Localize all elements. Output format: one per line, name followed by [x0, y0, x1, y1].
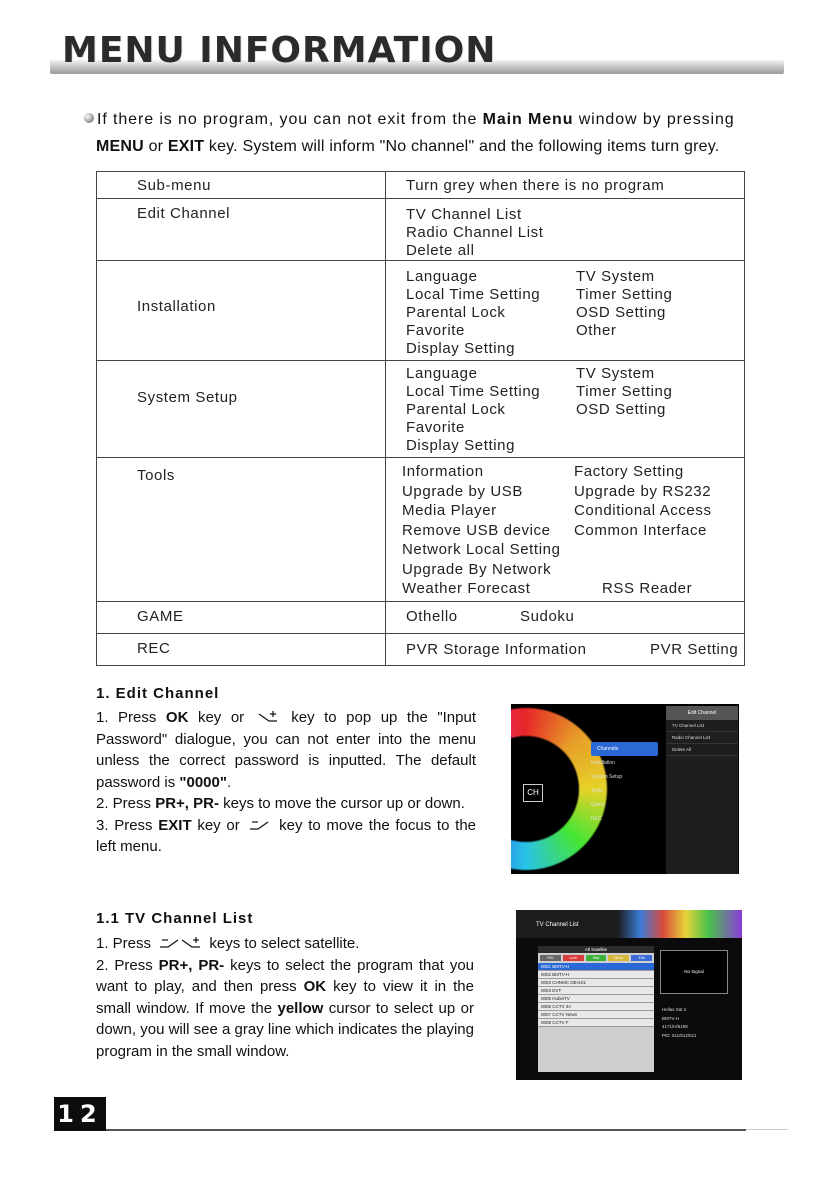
channel-list-panel [538, 946, 654, 1072]
tv-channel-list-screenshot [516, 910, 742, 1080]
table-row [97, 199, 745, 261]
panel-item: Radio Channel List [666, 732, 738, 744]
skip-button: Skip [586, 955, 607, 961]
table-cell-submenu: Edit Channel [97, 199, 386, 261]
page-number: 12 [54, 1097, 106, 1131]
list-item: 0008 CCTV F [538, 1019, 654, 1027]
section1-step-1: 1. Press OK key or key to pop up the "Input Password" dialogue, you can not enter into the menu unless the correct password is inputted. The default password is "0000". [96, 709, 477, 791]
table-cell-items: TV Channel List Radio Channel List Delete all [386, 199, 745, 261]
intro-line-1: If there is no program, you can not exit from the Main Menu window by pressing [96, 106, 756, 133]
list-item: 0007 CCTV News [538, 1011, 654, 1019]
right-key-icon [257, 711, 279, 723]
table-cell-items: Language TV System Local Time Setting Timer Setting Parental Lock OSD Setting Favorite Other Display Setting [386, 261, 745, 361]
section-title-edit-channel: 1. Edit Channel [96, 685, 220, 702]
section2-text [96, 933, 474, 1062]
section1-text [96, 707, 476, 858]
list-item: 0004 DVT [538, 987, 654, 995]
grey-items-table [96, 171, 745, 666]
channel-info: Hellas Sat 2 BMTV-H 4171/H/6198 PID: 511/512/511 [662, 1007, 697, 1038]
left-key-icon [248, 819, 270, 831]
page-title: MENU INFORMATION [62, 30, 497, 71]
menu-item: Installation [591, 760, 615, 766]
table-cell-submenu: GAME [97, 602, 386, 634]
list-item: 0006 CCTV 4A [538, 1003, 654, 1011]
table-cell-items: PVR Storage Information PVR Setting [386, 634, 745, 666]
lock-button: Lock [563, 955, 584, 961]
section1-step-3: 3. Press EXIT key or key to move the focus to the left menu. [96, 816, 476, 855]
bullet-icon [84, 113, 94, 123]
menu-item: Game [591, 802, 605, 808]
edit-channel-screenshot [511, 704, 739, 874]
footer-rule [106, 1129, 746, 1131]
list-item: 0002 BMTV-H [538, 971, 654, 979]
table-row [97, 602, 745, 634]
edit-button: Edit [631, 955, 652, 961]
table-cell-items: Information Factory Setting Upgrade by USB Upgrade by RS232 Media Player Conditional Access Remove USB device Common Interface Network Local Setting Upgrade By Network Weather Forecast RSS Reader [386, 458, 745, 602]
footer-rule-end [746, 1129, 788, 1130]
table-row [97, 458, 745, 602]
preview-window: No Signal [660, 950, 728, 994]
table-row [97, 361, 745, 458]
panel-item: TV Channel List [666, 720, 738, 732]
table-cell-submenu: Tools [97, 458, 386, 602]
menu-item: System Setup [591, 774, 623, 780]
list-item: 0003 CHNMC 03H101 [538, 979, 654, 987]
menu-item-channels: Channels [591, 742, 658, 756]
section2-step-2: 2. Press PR+, PR- keys to select the program that you want to play, and then press OK key to view it in the small window. If move the yellow cursor to select up or down, you will see a gray line which indicates the playing program in the small window. [96, 956, 475, 1060]
fav-button: FAV [540, 955, 561, 961]
table-cell-items: Language TV System Local Time Setting Timer Setting Parental Lock OSD Setting Favorite Display Setting [386, 361, 745, 458]
screenshot-main-menu [591, 742, 658, 826]
screenshot-title: TV Channel List [536, 922, 579, 928]
channel-icon: CH [523, 784, 543, 802]
list-item: 0001 BMTV-H [538, 963, 654, 971]
function-buttons [538, 953, 654, 963]
section2-step-1: 1. Press keys to select satellite. [96, 935, 360, 952]
edit-channel-panel [666, 706, 738, 874]
table-cell-submenu: System Setup [97, 361, 386, 458]
panel-title: Edit Channel [666, 706, 738, 720]
menu-item: REC [591, 816, 602, 822]
table-row [97, 261, 745, 361]
panel-item: Delete All [666, 744, 738, 756]
section-title-tv-channel-list: 1.1 TV Channel List [96, 910, 254, 927]
table-header-row [97, 172, 745, 199]
channel-list [538, 963, 654, 1027]
table-cell-items: Othello Sudoku [386, 602, 745, 634]
list-item: 0005 HubeiTV [538, 995, 654, 1003]
section1-step-2: 2. Press PR+, PR- keys to move the cursor up or down. [96, 795, 465, 812]
table-cell-submenu: REC [97, 634, 386, 666]
left-right-keys-icon [158, 937, 202, 949]
intro-paragraph [96, 106, 756, 160]
satellite-selector: All Satellite [538, 946, 654, 953]
table-cell-submenu: Installation [97, 261, 386, 361]
table-header-cell: Turn grey when there is no program [386, 172, 745, 199]
intro-line-2: MENU or EXIT key. System will inform "No channel" and the following items turn grey. [96, 138, 720, 155]
table-header-cell: Sub-menu [97, 172, 386, 199]
menu-item: Tools [591, 788, 603, 794]
table-row [97, 634, 745, 666]
move-button: Move [608, 955, 629, 961]
